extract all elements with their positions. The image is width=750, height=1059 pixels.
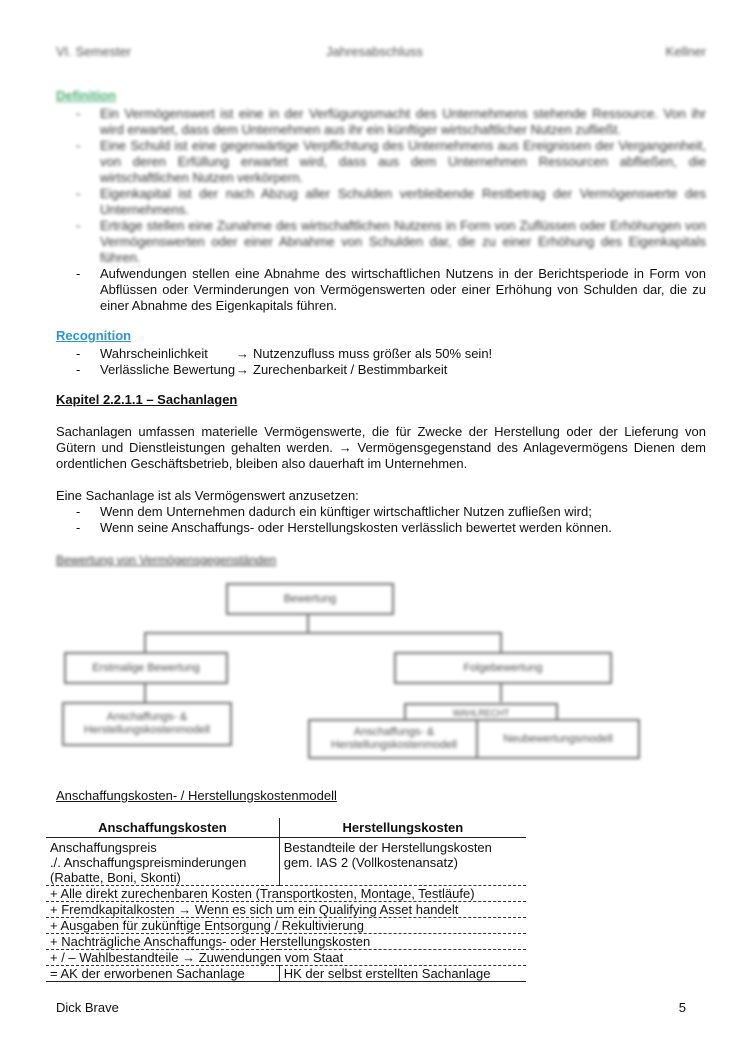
definition-heading: Definition <box>56 88 116 103</box>
table-cell: Anschaffungspreis ./. Anschaffungspreisminderungen (Rabatte, Boni, Skonti) <box>50 840 247 885</box>
ansatz-item: - Wenn dem Unternehmen dadurch ein künftiger wirtschaftlicher Nutzen zufließen wird; <box>56 504 706 520</box>
table-cell: + Fremdkapitalkosten → Wenn es sich um ein Qualifying Asset handelt <box>46 902 526 918</box>
bewertung-diagram <box>56 553 656 763</box>
column-header: Anschaffungskosten <box>46 818 279 838</box>
table-cell: HK der selbst erstellten Sachanlage <box>279 966 526 982</box>
table-row <box>46 950 526 966</box>
table-row <box>46 918 526 934</box>
diagram-connector <box>500 682 502 702</box>
page-header <box>56 44 706 62</box>
cost-table <box>46 818 526 982</box>
diagram-caption: Bewertung von Vermögensgegenständen <box>56 553 277 567</box>
header-author: Kellner <box>665 44 706 59</box>
definition-item: - Ein Vermögenswert ist eine in der Verfügungsmacht des Unternehmens stehende Ressource. Von ihr wird erwartet, dass dem Unternehmen aus ihr ein künftiger wirtschaftlicher Nutzen zufließt. <box>56 106 706 138</box>
table-cell: + Ausgaben für zukünftige Entsorgung / Rekultivierung <box>46 918 526 934</box>
table-cell: + Alle direkt zurechenbaren Kosten (Transportkosten, Montage, Testläufe) <box>46 886 526 902</box>
column-header: Herstellungskosten <box>279 818 526 838</box>
ansatz-item: - Wenn seine Anschaffungs- oder Herstellungskosten verlässlich bewertet werden können. <box>56 520 706 536</box>
header-semester: VI. Semester <box>56 44 132 59</box>
diagram-right-child-box: Neubewertungsmodell <box>476 719 640 759</box>
page-number: 5 <box>678 1000 686 1015</box>
footer-author: Dick Brave <box>56 1000 119 1015</box>
recognition-heading: Recognition <box>56 328 132 343</box>
table-header-row <box>46 818 526 838</box>
table-cell: + Nachträgliche Anschaffungs- oder Herstellungskosten <box>46 934 526 950</box>
recognition-row <box>56 346 706 362</box>
diagram-root-box: Bewertung <box>226 583 394 615</box>
definition-item: - Erträge stellen eine Zunahme des wirtschaftlichen Nutzens in Form von Zuflüssen oder Erhöhungen von Vermögenswerten oder einer Abnahme von Schulden dar, die zu einer Erhöhung des Eigenkapitals führen. <box>56 218 706 266</box>
table-row <box>46 966 526 982</box>
recognition-text: Zurechenbarkeit / Bestimmbarkeit <box>253 362 448 377</box>
diagram-connector <box>307 613 309 633</box>
diagram-right-child-box: Anschaffungs- & Herstellungskostenmodell <box>308 719 480 759</box>
recognition-term: Wahrscheinlichkeit <box>100 346 208 361</box>
diagram-left-box: Erstmalige Bewertung <box>64 652 228 684</box>
recognition-term: Verlässliche Bewertung <box>100 362 236 377</box>
diagram-connector <box>144 682 146 702</box>
arrow-icon: → <box>236 362 249 377</box>
table-cell: = AK der erworbenen Sachanlage <box>46 966 279 982</box>
table-cell: + / – Wahlbestandteile → Zuwendungen vom Staat <box>46 950 526 966</box>
page-footer <box>56 1000 686 1015</box>
ansatz-list <box>56 504 706 536</box>
definition-item: - Eigenkapital ist der nach Abzug aller Schulden verbleibende Restbetrag der Vermögenswerte des Unternehmens. <box>56 186 706 218</box>
definition-item: - Eine Schuld ist eine gegenwärtige Verpflichtung des Unternehmens aus Ereignissen der Vergangenheit, von deren Erfüllung erwartet wird, dass aus dem Unternehmen Ressourcen abfließen, die wirtschaftlichen Nutzen verkörpern. <box>56 138 706 186</box>
definition-item-aufwendungen: - Aufwendungen stellen eine Abnahme des wirtschaftlichen Nutzens in der Berichtsperiode in Form von Abflüssen oder Verminderungen von Vermögenswerten oder einer Erhöhung von Schulden dar, die zu einer Abnahme des Eigenkapitals führen. <box>56 266 706 314</box>
table-caption: Anschaffungskosten- / Herstellungskostenmodell <box>56 788 337 803</box>
main-content <box>56 88 706 536</box>
recognition-row <box>56 362 706 378</box>
diagram-wahlrecht-box: WAHLRECHT <box>404 703 558 723</box>
recognition-text: Nutzenzufluss muss größer als 50% sein! <box>253 346 493 361</box>
ansatz-paragraph: Eine Sachanlage ist als Vermögenswert anzusetzen: <box>56 488 359 503</box>
kapitel-heading: Kapitel 2.2.1.1 – Sachanlagen <box>56 392 238 407</box>
sachanlagen-paragraph: Sachanlagen umfassen materielle Vermögenswerte, die für Zwecke der Herstellung oder der Lieferung von Gütern und Dienstleistungen gehalten werden. → Vermögensgegenstand des Anlagevermögens Dienen dem ordentlichen Geschäftsbetrieb, bleiben also dauerhaft im Unternehmen. <box>56 424 706 471</box>
table-row <box>46 838 526 886</box>
arrow-icon: → <box>236 346 249 361</box>
definition-list <box>56 106 706 314</box>
table-row <box>46 934 526 950</box>
diagram-connector <box>500 632 502 652</box>
table-cell: Bestandteile der Herstellungskosten gem. IAS 2 (Vollkostenansatz) <box>279 838 526 886</box>
diagram-right-box: Folgebewertung <box>394 652 612 684</box>
diagram-connector <box>144 632 502 634</box>
table-row <box>46 902 526 918</box>
header-title: Jahresabschluss <box>326 44 423 59</box>
diagram-left-child-box: Anschaffungs- & Herstellungskostenmodell <box>62 702 232 746</box>
table-row <box>46 886 526 902</box>
diagram-connector <box>144 632 146 652</box>
